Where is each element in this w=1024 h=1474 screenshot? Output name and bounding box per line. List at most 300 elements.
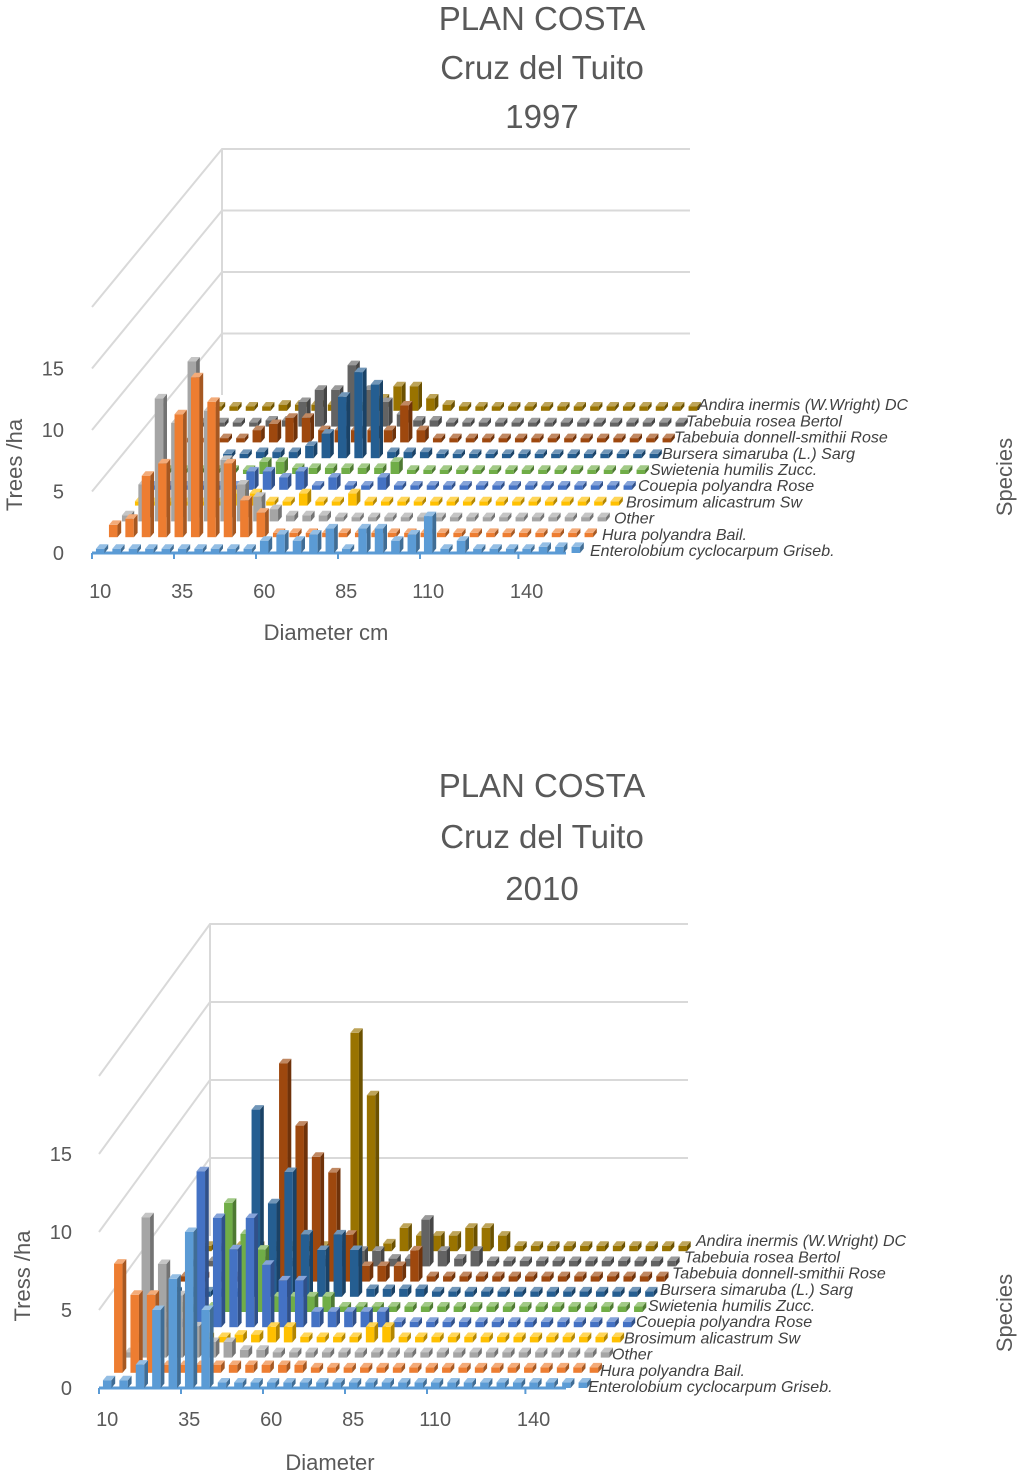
bar — [207, 397, 219, 537]
bar — [375, 524, 387, 553]
bar — [486, 449, 498, 458]
bar — [568, 1348, 580, 1358]
y-tick-label: 0 — [52, 543, 64, 565]
bar — [503, 1302, 515, 1312]
bar — [300, 1332, 312, 1342]
bar — [591, 481, 603, 490]
series-label: Tabebuia rosea Bertol — [686, 413, 842, 431]
bar — [249, 418, 261, 427]
bar — [325, 463, 337, 474]
bar — [273, 1348, 285, 1358]
bar — [492, 481, 504, 490]
bar — [539, 542, 551, 553]
bar — [596, 1287, 608, 1297]
bar — [443, 481, 455, 490]
chart-1997 — [2, 0, 1017, 645]
bar — [399, 1332, 411, 1342]
x-tick-label: 35 — [178, 1409, 201, 1431]
bar — [317, 1246, 329, 1297]
bar — [558, 1272, 570, 1282]
bar — [574, 402, 586, 411]
bar — [525, 1317, 537, 1327]
bar — [454, 1254, 466, 1266]
bar — [471, 1246, 483, 1266]
bar — [432, 1287, 444, 1297]
chart-title-line-3: 2010 — [505, 870, 579, 907]
bar — [519, 528, 531, 537]
bar — [577, 418, 589, 427]
bar — [317, 1332, 329, 1342]
bar — [634, 1302, 646, 1312]
bar — [536, 1302, 548, 1312]
x-tick-label: 35 — [171, 581, 194, 603]
bar — [491, 1363, 503, 1373]
bar — [532, 513, 544, 522]
bar — [623, 1272, 635, 1282]
bar — [646, 434, 658, 443]
bar — [601, 1302, 613, 1312]
bar — [245, 1361, 257, 1373]
bar — [482, 1223, 494, 1251]
bar — [607, 1317, 619, 1327]
bar — [520, 1256, 532, 1266]
series-label: Andira inermis (W.Wright) DC — [696, 1233, 907, 1251]
bar — [572, 542, 584, 553]
bar — [499, 513, 511, 522]
bar — [535, 1348, 547, 1358]
bar — [436, 449, 448, 458]
bar — [565, 513, 577, 522]
bar — [391, 536, 403, 553]
x-tick-label: 110 — [419, 1409, 452, 1431]
bar — [515, 434, 527, 443]
bar — [449, 1231, 461, 1251]
bar — [459, 402, 471, 411]
bar — [358, 524, 370, 553]
bar — [544, 418, 556, 427]
bar — [328, 1307, 340, 1327]
bar — [262, 1361, 274, 1373]
bar — [454, 1302, 466, 1312]
bar — [448, 1332, 460, 1342]
bar — [594, 497, 606, 506]
bar — [400, 1223, 412, 1251]
bar — [479, 418, 491, 427]
y-axis-label: Tress /ha — [10, 1230, 35, 1322]
bar — [260, 536, 272, 553]
bar — [350, 1246, 362, 1297]
bar — [229, 1245, 241, 1328]
bar — [508, 402, 520, 411]
bar — [553, 1256, 565, 1266]
bar — [453, 449, 465, 458]
bar — [580, 1241, 592, 1251]
bar — [233, 418, 245, 427]
bar — [289, 448, 301, 459]
bar — [344, 1307, 356, 1327]
bar — [284, 1322, 296, 1342]
bar — [361, 1262, 373, 1282]
bar — [486, 1302, 498, 1312]
bar — [462, 418, 474, 427]
bar — [486, 1348, 498, 1358]
bar — [302, 413, 314, 442]
bar — [548, 434, 560, 443]
bar — [426, 1317, 438, 1327]
bar — [483, 513, 495, 522]
x-tick-label: 110 — [412, 581, 445, 603]
bar — [551, 449, 563, 458]
bar — [413, 416, 425, 427]
bar — [256, 448, 268, 459]
bar — [366, 1322, 378, 1342]
bar — [612, 1332, 624, 1342]
bar — [400, 401, 412, 442]
bar — [257, 508, 269, 537]
bar — [262, 402, 274, 411]
bar — [563, 1287, 575, 1297]
series-label: Tabebuia donnell-smithii Rose — [674, 429, 888, 447]
bar — [568, 449, 580, 458]
x-axis-label: Diameter cm — [263, 620, 389, 645]
bar — [269, 419, 281, 442]
bar — [366, 1285, 378, 1297]
bar — [607, 481, 619, 490]
bar — [246, 1214, 258, 1328]
bar — [602, 1256, 614, 1266]
bar — [587, 465, 599, 474]
bar — [557, 402, 569, 411]
bar — [338, 1348, 350, 1358]
bar — [332, 497, 344, 506]
series-label: Bursera simaruba (L.) Sarg — [660, 1281, 853, 1299]
bar — [383, 1285, 395, 1297]
x-tick-label: 85 — [342, 1409, 365, 1431]
bar — [473, 465, 485, 474]
bar — [309, 463, 321, 474]
bar — [365, 497, 377, 506]
series-label: Couepia polyandra Rose — [636, 1314, 813, 1332]
x-tick-label: 140 — [516, 1409, 551, 1431]
bar — [345, 481, 357, 490]
series-label: Other — [614, 510, 655, 528]
bar — [450, 513, 462, 522]
bar — [426, 394, 438, 411]
y-tick-label: 0 — [60, 1378, 72, 1400]
bar — [574, 1272, 586, 1282]
bar — [465, 1287, 477, 1297]
bar — [349, 1332, 361, 1342]
bar — [630, 434, 642, 443]
bar — [497, 1332, 509, 1342]
bar — [437, 528, 449, 537]
x-tick-label: 60 — [260, 1409, 283, 1431]
bar — [536, 1256, 548, 1266]
bar — [470, 1302, 482, 1312]
series-label: Swietenia humilis Zucc. — [648, 1298, 816, 1315]
bar — [185, 1228, 197, 1389]
bar — [672, 402, 684, 411]
bar — [279, 1276, 291, 1327]
bar — [604, 465, 616, 474]
bar — [299, 489, 311, 506]
bar — [391, 457, 403, 474]
bar — [414, 497, 426, 506]
bar — [309, 530, 321, 553]
bar — [486, 528, 498, 537]
bar — [404, 448, 416, 459]
bar — [466, 513, 478, 522]
bar — [597, 434, 609, 443]
bar — [229, 1361, 241, 1373]
bar — [516, 513, 528, 522]
bar — [479, 497, 491, 506]
z-axis-label: Species — [992, 1273, 1017, 1353]
bar — [449, 434, 461, 443]
bar — [562, 1378, 574, 1388]
bar — [283, 497, 295, 506]
y-tick-label: 5 — [52, 481, 64, 504]
bar — [388, 1348, 400, 1358]
y-tick-label: 10 — [49, 1222, 72, 1244]
z-axis-label: Species — [992, 437, 1017, 517]
bar — [561, 418, 573, 427]
bar — [352, 513, 364, 522]
bar — [326, 524, 338, 553]
bar — [276, 530, 288, 553]
bar — [289, 528, 301, 537]
series-label: Tabebuia donnell-smithii Rose — [672, 1265, 886, 1283]
bar — [437, 1302, 449, 1312]
bar — [251, 1330, 263, 1342]
bar — [408, 530, 420, 553]
bar — [305, 441, 317, 458]
series-label: Hura polyandra Bail. — [600, 1362, 745, 1380]
bar — [573, 1363, 585, 1373]
bar — [476, 481, 488, 490]
bar — [263, 467, 275, 490]
bar — [360, 1363, 372, 1373]
bar — [358, 463, 370, 474]
bar — [492, 1317, 504, 1327]
bar — [383, 1239, 395, 1251]
bar — [663, 434, 675, 443]
bar — [607, 1272, 619, 1282]
bar — [512, 497, 524, 506]
bar — [322, 429, 334, 458]
bar — [427, 1272, 439, 1282]
bar — [574, 481, 586, 490]
bar — [505, 465, 517, 474]
bar — [585, 1302, 597, 1312]
bar — [548, 513, 560, 522]
bar — [293, 536, 305, 553]
bar — [476, 1272, 488, 1282]
bar — [469, 449, 481, 458]
bar — [285, 413, 297, 442]
chart-title-line-2: Cruz del Tuito — [440, 49, 644, 86]
bar — [535, 528, 547, 537]
bar — [459, 1272, 471, 1282]
bar — [404, 1348, 416, 1358]
bar — [529, 497, 541, 506]
bar — [564, 1241, 576, 1251]
series-8 — [200, 361, 688, 427]
bar — [496, 497, 508, 506]
bar — [498, 1287, 510, 1297]
y-tick-label: 15 — [41, 358, 64, 381]
series-label: Hura polyandra Bail. — [602, 526, 747, 544]
bar — [341, 463, 353, 474]
gridline — [99, 1002, 688, 1154]
bar — [525, 1272, 537, 1282]
bar — [344, 1363, 356, 1373]
bar — [409, 1363, 421, 1373]
bar — [585, 528, 597, 537]
bar — [338, 392, 350, 458]
bar — [376, 1363, 388, 1373]
bar — [421, 1215, 433, 1266]
x-tick-label: 60 — [253, 581, 276, 603]
bar — [579, 1332, 591, 1342]
bar — [334, 1230, 346, 1297]
series-label: Swietenia humilis Zucc. — [650, 462, 818, 479]
bar — [327, 1363, 339, 1373]
bar — [574, 1317, 586, 1327]
bar — [568, 528, 580, 537]
bar — [610, 418, 622, 427]
bar — [481, 1287, 493, 1297]
bar — [645, 1287, 657, 1297]
bar — [482, 434, 494, 443]
bar — [421, 1302, 433, 1312]
bar — [651, 1256, 663, 1266]
bar — [475, 402, 487, 411]
bar — [540, 1363, 552, 1373]
bar — [328, 473, 340, 490]
bar — [629, 1287, 641, 1297]
bar — [152, 1306, 164, 1389]
bar — [607, 402, 619, 411]
x-tick-label: 140 — [509, 581, 544, 603]
bar — [525, 402, 537, 411]
bar — [240, 1345, 252, 1357]
bar — [453, 528, 465, 537]
bar — [420, 1348, 432, 1358]
bar — [498, 1231, 510, 1251]
bar — [555, 542, 567, 553]
bar — [393, 1363, 405, 1373]
bar — [466, 434, 478, 443]
bar — [568, 1302, 580, 1312]
bar — [618, 1256, 630, 1266]
bar — [522, 465, 534, 474]
bar — [481, 1332, 493, 1342]
bar — [561, 497, 573, 506]
bar — [508, 1317, 520, 1327]
bar — [197, 1167, 209, 1328]
bar — [279, 400, 291, 411]
bar — [125, 514, 137, 537]
bar — [453, 1348, 465, 1358]
bar — [415, 1332, 427, 1342]
bar — [224, 1338, 236, 1358]
series-label: Bursera simaruba (L.) Sarg — [662, 445, 855, 463]
bar — [600, 449, 612, 458]
bar — [447, 497, 459, 506]
bar — [401, 513, 413, 522]
bar — [595, 1332, 607, 1342]
bar — [503, 1256, 515, 1266]
series-label: Enterolobium cyclocarpum Griseb. — [588, 1379, 833, 1396]
bar — [430, 497, 442, 506]
bar — [502, 1348, 514, 1358]
bar — [530, 1332, 542, 1342]
bar — [333, 1332, 345, 1342]
bar — [512, 418, 524, 427]
bar — [509, 1272, 521, 1282]
bar — [613, 1241, 625, 1251]
bar — [266, 497, 278, 506]
bar — [229, 402, 241, 411]
bar — [302, 511, 314, 522]
series-label: Tabebuia rosea Bertol — [684, 1249, 840, 1267]
bar — [531, 1241, 543, 1251]
bar — [371, 1348, 383, 1358]
bar — [423, 465, 435, 474]
bar — [489, 465, 501, 474]
bar — [552, 1302, 564, 1312]
bar — [662, 1241, 674, 1251]
bar — [394, 1262, 406, 1282]
bar — [626, 418, 638, 427]
bar — [437, 1348, 449, 1358]
bar — [424, 512, 436, 553]
bar — [581, 513, 593, 522]
x-tick-label: 10 — [96, 1409, 119, 1431]
bar — [446, 418, 458, 427]
bar — [306, 1348, 318, 1358]
bar — [377, 1262, 389, 1282]
bar — [350, 1028, 362, 1251]
bar — [289, 1348, 301, 1358]
bar — [656, 1272, 668, 1282]
bar — [361, 481, 373, 490]
bar — [296, 467, 308, 490]
bar — [315, 497, 327, 506]
bar — [659, 418, 671, 427]
bar — [399, 1285, 411, 1297]
bar — [448, 1287, 460, 1297]
bar — [502, 449, 514, 458]
bar — [236, 434, 248, 443]
bar — [319, 511, 331, 522]
bar — [585, 1256, 597, 1266]
bar — [555, 465, 567, 474]
bar — [136, 1360, 148, 1388]
bar — [426, 1363, 438, 1373]
bar — [294, 1361, 306, 1373]
bar — [443, 1272, 455, 1282]
bar — [535, 449, 547, 458]
bar — [646, 1241, 658, 1251]
bar — [541, 402, 553, 411]
bar — [119, 1376, 131, 1388]
series-label: Couepia polyandra Rose — [638, 478, 815, 496]
bar — [175, 410, 187, 538]
bar — [640, 1272, 652, 1282]
chart-title-line-3: 1997 — [505, 98, 579, 135]
